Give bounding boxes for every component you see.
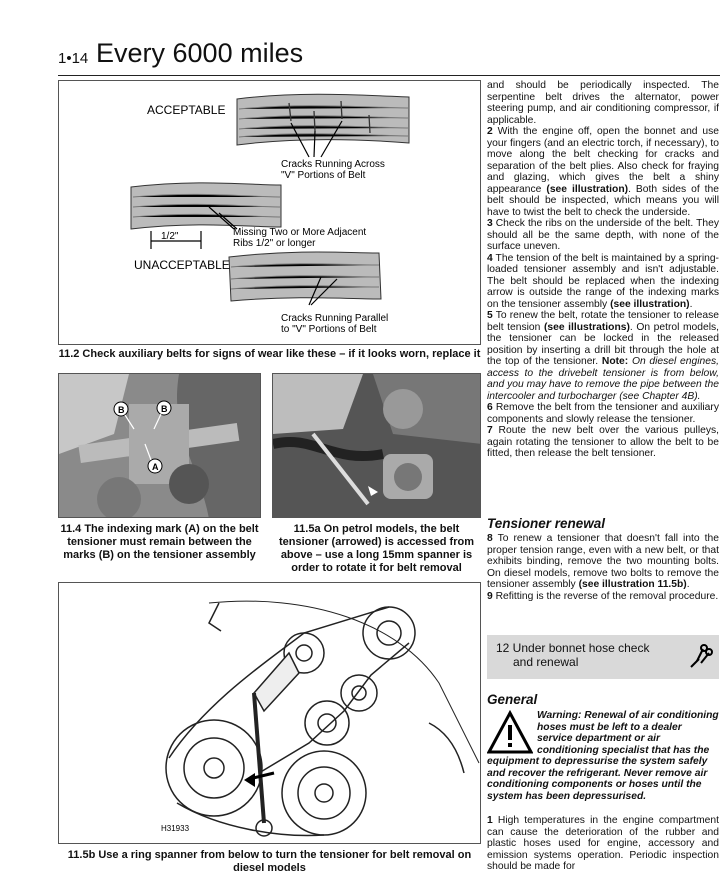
heading-general: General [487,692,538,707]
callout-cracks-across: Cracks Running Across [281,159,385,170]
body-text-column-2 [487,533,719,602]
warning-block [487,710,719,802]
paragraph-2: 2 With the engine off, open the bonnet and use your fingers (and an electric torch, if necessary), to move along the belt checking for cracks and separation of the belt plies. Also check for fraying and glazing, which gives the belt a shiny appearance (see illustration). Both sides of the belt should be inspected, which means you will have to twist the belt to check the underside. [487,126,719,218]
page-header [58,36,720,76]
caption-11-4: 11.4 The indexing mark (A) on the belt tensioner must remain between the marks (B) on the tensioner assembly [60,523,259,561]
paragraph-6: 6 Remove the belt from the tensioner and auxiliary components and slowly release the tensioner. [487,402,719,425]
marker-b-left: B [118,405,125,415]
warning-triangle-icon [487,710,533,756]
acceptable-label: ACCEPTABLE [147,103,226,117]
body-text-column [487,80,719,460]
paragraph-8: 8 To renew a tensioner that doesn't fall into the proper tension range, even with a new belt, or that exhibits binding, remove the two mounting bolts. On diesel models, remove two bolts to remove the tensioner assembly (see illustration 11.5b). [487,533,719,590]
figure-code: H31933 [161,824,190,833]
section-12-title: 12 Under bonnet hose check and renewal [496,641,650,669]
caption-11-5a: 11.5a On petrol models, the belt tensioner (arrowed) is accessed from above – use a long 15mm spanner is order to rotate it for belt removal [278,523,474,574]
paragraph-9: 9 Refitting is the reverse of the removal procedure. [487,590,719,602]
figure-11-4 [58,373,261,518]
figure-11-5a [272,373,481,518]
heading-tensioner-renewal: Tensioner renewal [487,516,606,531]
diesel-pulley-diagram [59,583,481,844]
figure-11-2 [58,80,481,345]
figure-11-5b [58,582,481,844]
callout-missing-ribs-2: Ribs 1/2" or longer [233,238,316,249]
wrench-difficulty-icon [687,643,713,671]
dimension-label: 1/2" [161,231,179,242]
belt-wear-illustration [59,81,481,345]
paragraph-7: 7 Route the new belt over the various pulleys, again rotating the tensioner to allow the belt to be fitted, then release the belt tensioner. [487,425,719,459]
section-12-box [487,635,719,679]
callout-missing-ribs: Missing Two or More Adjacent [233,227,367,238]
petrol-engine-photo [273,374,481,518]
caption-11-5b: 11.5b Use a ring spanner from below to turn the tensioner for belt removal on diesel models [67,849,472,874]
paragraph-general-1: 1 High temperatures in the engine compartment can cause the deterioration of the rubber and plastic hoses used for engine, accessory and emission systems operation. Periodic inspection should be made for [487,815,719,872]
warning-text: Warning: Renewal of air conditioning hoses must be left to a dealer service department or air conditioning specialist that has the equipment to depressurise the system safely and recover the refrigerant. Never remove air conditioning components or hoses until the system has been depressurised. [487,710,719,802]
page-title: Every 6000 miles [96,38,304,68]
paragraph-5: 5 To renew the belt, rotate the tensioner to release belt tension (see illustrations). On petrol models, the tensioner can be locked in the released position by inserting a drill bit through the hole at the top of the tensioner. Note: On diesel engines, access to the drivebelt tensioner is from below, and you may have to remove the pipe between the intercooler and turbocharger (see Chapter 4B). [487,310,719,402]
caption-11-2: 11.2 Check auxiliary belts for signs of wear like these – if it looks worn, replace it [58,348,481,360]
paragraph-3: 3 Check the ribs on the underside of the belt. They should all be the same depth, with none of the surface uneven. [487,218,719,252]
marker-b-right: B [161,404,168,414]
paragraph-0: and should be periodically inspected. The serpentine belt drives the alternator, power steering pump, and air conditioning compressor, if applicable. [487,80,719,126]
callout-cracks-parallel-2: to "V" Portions of Belt [281,324,377,335]
callout-cracks-across-2: "V" Portions of Belt [281,170,366,181]
unacceptable-label: UNACCEPTABLE [134,258,230,272]
paragraph-4: 4 The tension of the belt is maintained by a spring-loaded tensioner assembly and isn't adjustable. The belt should be replaced when the indexing arrow is outside the range of the indexing marks on the tensioner assembly (see illustration). [487,252,719,310]
callout-cracks-parallel: Cracks Running Parallel [281,313,389,324]
page-number: 1•14 [58,50,89,67]
tensioner-photo [59,374,261,518]
marker-a: A [152,462,159,472]
